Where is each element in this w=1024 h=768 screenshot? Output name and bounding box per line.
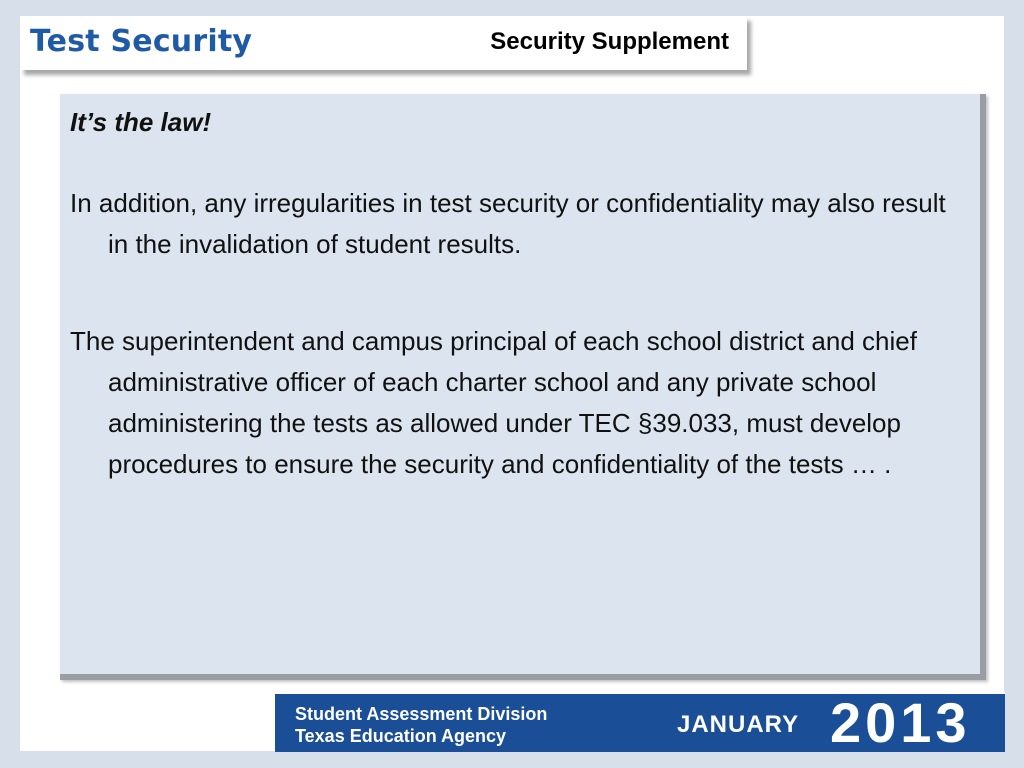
content-body: [70, 102, 970, 485]
page-subtitle: Security Supplement: [490, 28, 729, 55]
footer-bar: [275, 692, 1005, 752]
division-name: Student Assessment Division: [295, 704, 548, 724]
lead-text: It’s the law!: [70, 107, 212, 137]
footer-year: 2013: [830, 691, 971, 754]
agency-name: Texas Education Agency: [295, 726, 507, 746]
paragraph-invalidation: In addition, any irregularities in test security or confidentiality may also result in the invalidation of student results.: [70, 188, 946, 259]
paragraph-procedures: The superintendent and campus principal of each school district and chief administrative officer of each charter school and any private school administering the tests as allowed under TEC §39.033, must develop procedures to ensure the security and confidentiality of the tests … .: [70, 326, 917, 479]
footer-organization: [295, 703, 547, 747]
page-title: Test Security: [30, 24, 253, 59]
header-bar: [20, 16, 747, 70]
footer-month: JANUARY: [677, 711, 800, 738]
content-panel: [60, 94, 986, 680]
